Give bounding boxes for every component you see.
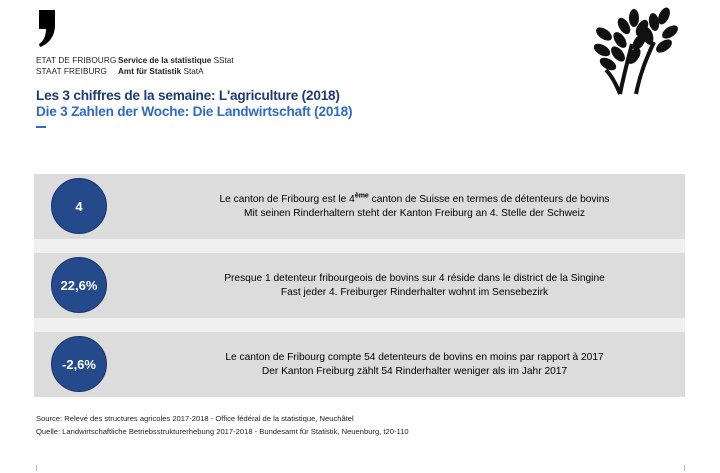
- service-name-fr: Service de la statistique: [118, 56, 212, 65]
- fribourg-comma-logo-icon: [36, 8, 58, 48]
- source-note: [36, 412, 409, 438]
- title-de: Die 3 Zahlen der Woche: Die Landwirtschaft (2018): [36, 104, 353, 119]
- figure-value-circle: -2,6%: [51, 336, 107, 392]
- figure-text-fr: Le canton de Fribourg compte 54 detenteurs de bovins en moins par rapport à 2017: [225, 351, 604, 363]
- page-title: [36, 88, 352, 120]
- band-separator: [34, 318, 685, 332]
- figure-band: [34, 332, 685, 397]
- service-abbr-fr: SStat: [213, 56, 234, 65]
- wheat-icon: [584, 4, 684, 96]
- band-separator: [34, 239, 685, 253]
- figure-value-circle: 22,6%: [51, 257, 107, 313]
- source-de: Quelle: Landwirtschaftliche Betriebsstrukturerhebung 2017-2018 - Bundesamt für Statistik, Neuenburg, t20-110: [36, 427, 409, 436]
- figure-text-fr: Le canton de Fribourg est le 4ème canton de Suisse en termes de détenteurs de bovins: [219, 192, 610, 205]
- figure-text-de: Der Kanton Freiburg zählt 54 Rinderhalter weniger als im Jahr 2017: [261, 365, 568, 377]
- crop-mark: [684, 465, 685, 471]
- org-block: [36, 56, 234, 77]
- title-underline: [36, 126, 46, 128]
- service-name-de: Amt für Statistik: [118, 66, 182, 76]
- org-name-de: STAAT FREIBURG: [36, 66, 107, 76]
- source-fr: Source: Relevé des structures agricoles 2017-2018 - Office fédéral de la statistique, Neuchâtel: [36, 414, 354, 423]
- figure-text-fr: Presque 1 detenteur fribourgeois de bovins sur 4 réside dans le district de la Singine: [224, 272, 605, 284]
- crop-mark: [36, 465, 37, 471]
- title-fr: Les 3 chiffres de la semaine: L'agriculture (2018): [36, 88, 340, 103]
- figure-band: [34, 174, 685, 239]
- figure-band: [34, 253, 685, 318]
- org-name-fr: ETAT DE FRIBOURG: [36, 56, 117, 65]
- service-abbr-de: StatA: [183, 66, 204, 76]
- figure-text-de: Fast jeder 4. Freiburger Rinderhalter wohnt im Sensebezirk: [280, 286, 549, 298]
- figure-text-de: Mit seinen Rinderhaltern steht der Kanton Freiburg an 4. Stelle der Schweiz: [244, 207, 585, 219]
- figure-value-circle: 4: [51, 178, 107, 234]
